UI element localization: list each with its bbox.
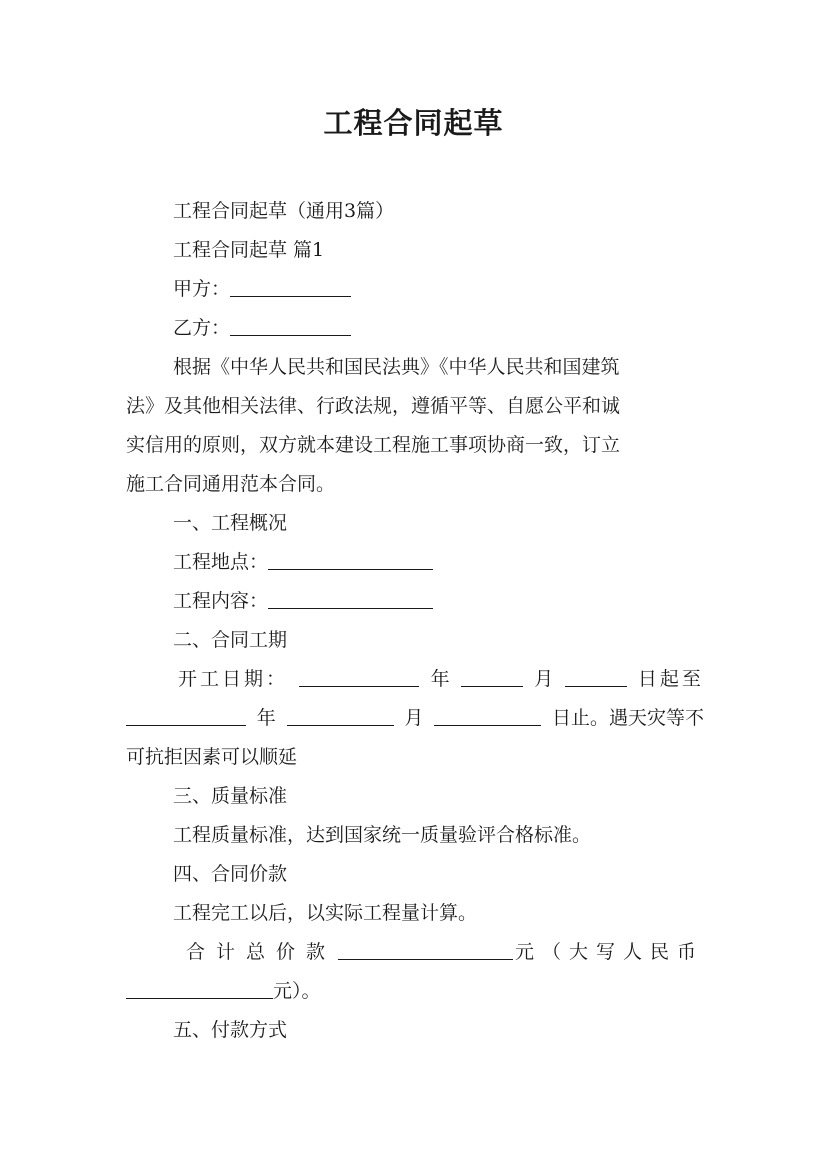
end-year-blank [126,699,246,726]
total-price-blank [338,933,513,960]
total-price-label: 合计总价款 [186,941,337,963]
site-blank [268,543,433,570]
total-price-line [186,933,704,972]
start-date-line [178,660,704,699]
year-label: 年 [430,668,450,690]
end-month-blank [287,699,394,726]
section-heading: 工程合同起草 篇1 [173,239,325,261]
subtitle-line: 工程合同起草（通用3篇） [173,200,395,222]
total-price-capital-line [126,972,704,1011]
paragraph-line: 可抗拒因素可以顺延 [126,746,298,768]
start-day-blank [565,660,627,687]
paragraph-line: 施工合同通用范本合同。 [126,473,336,495]
start-year-blank [299,660,419,687]
year-label: 年 [256,707,276,729]
party-b-label: 乙方： [173,317,231,339]
paragraph-line: 工程质量标准，达到国家统一质量验评合格标准。 [173,824,592,846]
party-a-blank [230,270,351,297]
end-day-blank [434,699,541,726]
end-date-line [126,699,704,738]
section-heading: 四、合同价款 [173,863,288,885]
content-blank [268,582,433,609]
start-month-blank [461,660,523,687]
document-title: 工程合同起草 [323,106,504,140]
site-line [126,543,751,582]
party-b-blank [230,309,351,336]
content-line [126,582,751,621]
month-label: 月 [534,668,554,690]
section-heading: 三、质量标准 [173,785,288,807]
content-label: 工程内容： [173,590,269,612]
month-label: 月 [404,707,424,729]
paragraph-line: 法》及其他相关法律、行政法规，遵循平等、自愿公平和诚 [126,395,621,417]
party-b-line [126,309,751,348]
party-a-label: 甲方： [173,278,231,300]
end-suffix: 日止。遇天灾等不 [551,707,704,729]
capital-amount-blank [126,972,273,999]
total-price-suffix: 元（大写人民币 [514,941,704,963]
paragraph-line: 根据《中华人民共和国民法典》《中华人民共和国建筑 [173,356,620,378]
section-heading: 二、合同工期 [173,629,288,651]
section-heading: 一、工程概况 [173,512,288,534]
section-heading: 五、付款方式 [173,1019,288,1041]
capital-suffix: 元）。 [273,980,321,1002]
party-a-line [126,270,751,309]
paragraph-line: 工程完工以后，以实际工程量计算。 [173,902,478,924]
start-suffix: 日起至 [637,668,704,690]
site-label: 工程地点： [173,551,269,573]
paragraph-line: 实信用的原则，双方就本建设工程施工事项协商一致，订立 [126,434,621,456]
start-date-label: 开工日期： [178,668,289,690]
